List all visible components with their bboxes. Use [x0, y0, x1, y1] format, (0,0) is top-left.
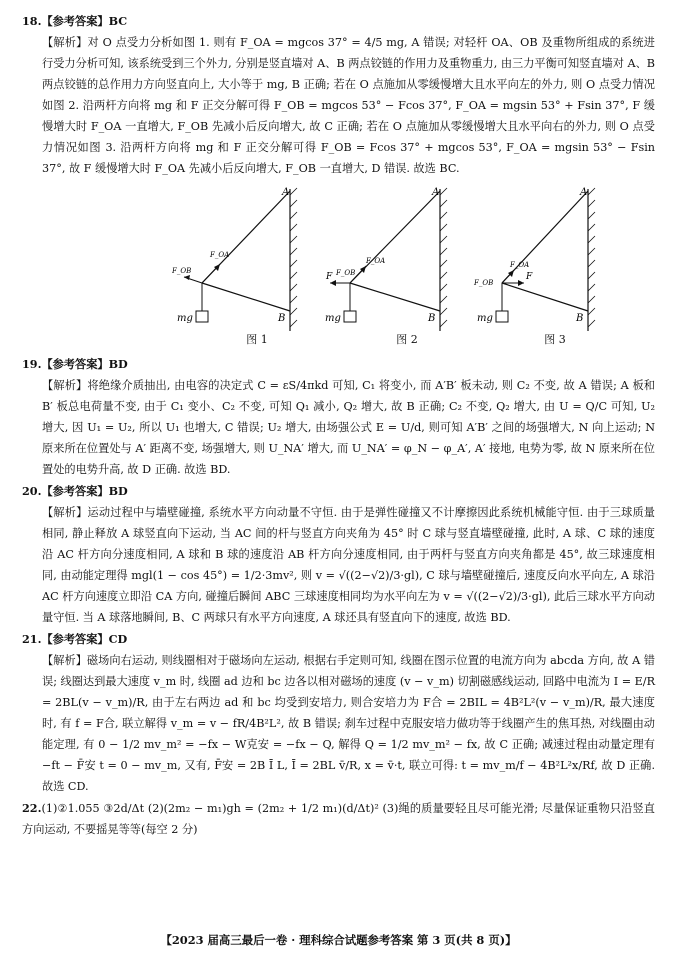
q18-analysis: 【解析】对 O 点受力分析如图 1. 则有 F_OA = mgcos 37° = 4/5 mg, A 错误; 对轻杆 OA、OB 及重物所组成的系统进行受力分析可知, 该系统受到三个外力, 分别是竖直墙对 A、B 两点铰链的作用力及重物重力, 由三力平衡可知竖直墙对 A、B 两点铰链的总作用力方向竖直向上, 大小等于 mg, B 正确; 若在 O 点施加从零缓慢增大且水平向左的外力, 则 O 点受力情况如图 2. 沿两杆方向将 mg 和 F 正交分解可得 F_OB = mgcos 53° − Fcos 37°, F_OA = mgsin 53° + Fsin 37°, F 缓慢增大时 F_OA 一直增大, F_OB 先减小后反向增大, 故 C 正确; 若在 O 点施加从零缓慢增大且水平向右的外力, 则 O 点受力情况如图 3. 沿两杆方向将 mg 和 F 正交分解可得 F_OB = Fcos 37° + mgcos 53°, F_OA = mgsin 53° − Fsin 37°, 故 F 缓慢增大时 F_OA 先减小后反向增大, F_OB 一直增大, D 错误. 故选 BC.: [42, 36, 655, 175]
question-19: [22, 354, 655, 480]
figure-1-label-fob: F_OB: [172, 267, 192, 275]
figure-3-label-b: B: [576, 313, 584, 324]
q20-answer: 【参考答案】BD: [41, 484, 128, 498]
question-20: [22, 481, 655, 628]
q20-number: 20.: [22, 484, 42, 498]
figure-1: [172, 183, 342, 353]
figure-2-caption: 图 2: [396, 333, 418, 346]
q21-header: [22, 629, 655, 650]
q18-figures: [22, 183, 655, 353]
q22-text: (1)②1.055 ③2d/Δt (2)(2m₂ − m₁)gh = (2m₂ + 1/2 m₁)(d/Δt)² (3)绳的质量要轻且尽可能光滑; 尽量保证重物只沿竖直方向运动, 不要摇晃等等(每空 2 分): [22, 802, 655, 836]
q21-number: 21.: [22, 632, 42, 646]
figure-2: [322, 183, 492, 353]
figure-3-caption: 图 3: [544, 333, 566, 346]
figure-1-caption: 图 1: [246, 333, 268, 346]
figure-3-diagram: [470, 183, 640, 333]
q22-number: 22.: [22, 801, 42, 815]
q18-header: [22, 11, 655, 32]
figure-3-label-f: F: [526, 272, 533, 282]
figure-3: [470, 183, 640, 353]
figure-1-diagram: [172, 183, 342, 333]
figure-2-label-mg: mg: [325, 313, 341, 324]
q20-header: [22, 481, 655, 502]
q19-header: [22, 354, 655, 375]
question-21: [22, 629, 655, 797]
figure-1-label-a: A: [282, 187, 290, 198]
question-22: [22, 798, 655, 840]
figure-3-label-fob: F_OB: [474, 279, 494, 287]
q19-analysis: 【解析】将绝缘介质抽出, 由电容的决定式 C = εS/4πkd 可知, C₁ 将变小, 而 A′B′ 板未动, 则 C₂ 不变, 故 A 错误; A 板和 B′ 板总电荷量不变, 由于 C₁ 变小、C₂ 不变, 可知 Q₁ 减小, Q₂ 增大, 故 B 正确; C₂ 不变, Q₂ 增大, 由 U = Q/C 可知, U₂ 增大, 因 U₁ = U₂, 所以 U₁ 也增大, C 错误; U₂ 增大, 由场强公式 E = U/d, 则可知 A′B′ 之间的场强增大, N 向上运动; N 原来所在位置处与 A′ 距离不变, 场强增大, 则 U_NA′ 增大, 而 U_NA′ = φ_N − φ_A′, A′ 接地, 电势为零, 故 N 原来所在位置处的电势升高, 故 D 正确. 故选 BD.: [42, 379, 655, 476]
figure-2-label-b: B: [428, 313, 436, 324]
q18-answer: 【参考答案】BC: [41, 14, 128, 28]
figure-3-label-a: A: [580, 187, 588, 198]
q18-number: 18.: [22, 14, 42, 28]
q19-number: 19.: [22, 357, 42, 371]
question-18: [22, 11, 655, 353]
figure-2-label-f: F: [326, 272, 333, 282]
q19-answer: 【参考答案】BD: [41, 357, 128, 371]
figure-2-diagram: [322, 183, 492, 333]
figure-2-label-foa: F_OA: [366, 257, 386, 265]
figure-3-label-foa: F_OA: [510, 261, 530, 269]
q21-analysis: 【解析】磁场向右运动, 则线圈相对于磁场向左运动, 根据右手定则可知, 线圈在图示位置的电流方向为 abcda 方向, 故 A 错误; 线圈达到最大速度 v_m 时, 线圈 ad 边和 bc 边各以相对磁场的速度 (v − v_m) 切割磁感线运动, 回路中电流为 I = E/R = 2BL(v − v_m)/R, 由于左右两边 ad 和 bc 均受到安培力, 则合安培力为 F合 = 2BIL = 4B²L²(v − v_m)/R, 最大速度时, 有 f = F合, 联立解得 v_m = v − fR/4B²L², 故 B 错误; 刹车过程中克服安培力做功等于线圈产生的焦耳热, 对线圈由动能定理, 有 0 − 1/2 mv_m² = −fx − W克安 = −fx − Q, 解得 Q = 1/2 mv_m² − fx, 故 C 正确; 减速过程由动量定理有 −ft − F̄安 t = 0 − mv_m, 又有, F̄安 = 2B Ī L, Ī = 2BL v̄/R, x = v̄·t, 联立可得: t = mv_m/f − 4B²L²x/Rf, 故 D 正确. 故选 CD.: [42, 654, 655, 793]
page-footer: 【2023 届高三最后一卷 · 理科综合试题参考答案 第 3 页(共 8 页)】: [160, 933, 517, 947]
q20-analysis: 【解析】运动过程中与墙壁碰撞, 系统水平方向动量不守恒. 由于是弹性碰撞又不计摩擦因此系统机械能守恒. 由于三球质量相同, 静止释放 A 球竖直向下运动, 当 AC 间的杆与竖直方向夹角为 45° 时 C 球与竖直墙壁碰撞, 此时, A 球、C 球的速度沿 AC 杆方向分速度相同, A 球和 B 球的速度沿 AB 杆方向分速度相同, 由于两杆与竖直方向夹角都是 45°, 故三球速度相同, 由动能定理得 mgl(1 − cos 45°) = 1/2·3mv², 则 v = √((2−√2)/3·gl), C 球与墙壁碰撞后, 速度反向水平向左, A 球沿 AC 杆方向速度立即沿 CA 方向, 碰撞后瞬间 ABC 三球速度相同均为水平向左为 v = √((2−√2)/3·gl), 此后三球水平方向动量守恒. 当 A 球落地瞬间, B、C 两球只有水平方向速度, A 球还具有竖直向下的速度, 故选 BD.: [42, 506, 655, 624]
figure-1-label-b: B: [278, 313, 286, 324]
figure-1-label-foa: F_OA: [210, 251, 230, 259]
figure-1-label-mg: mg: [177, 313, 193, 324]
q22-line: [22, 798, 655, 840]
figure-2-label-a: A: [432, 187, 440, 198]
figure-2-label-fob: F_OB: [336, 269, 356, 277]
figure-3-label-mg: mg: [477, 313, 493, 324]
q21-answer: 【参考答案】CD: [41, 632, 128, 646]
